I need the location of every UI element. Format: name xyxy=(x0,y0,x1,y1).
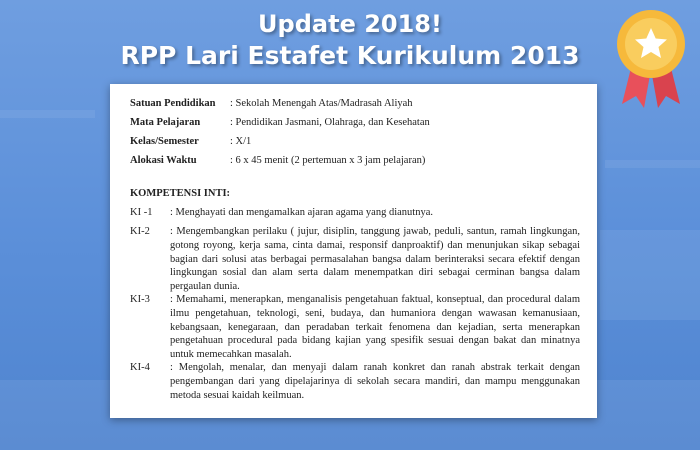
ki-item xyxy=(130,293,580,362)
ki-code: KI-3 xyxy=(130,294,150,305)
ki-code: KI -1 xyxy=(130,207,153,218)
ki-item xyxy=(130,361,580,402)
background-shelf xyxy=(0,110,95,118)
banner-title xyxy=(0,8,700,72)
identity-label: Satuan Pendidikan xyxy=(130,98,216,109)
identity-label: Alokasi Waktu xyxy=(130,155,197,166)
banner-title-line1: Update 2018! xyxy=(258,10,442,38)
identity-row xyxy=(130,135,430,154)
ki-text: : Menghayati dan mengamalkan ajaran agama yang dianutnya. xyxy=(170,207,433,218)
ki-code: KI-4 xyxy=(130,362,150,373)
kompetensi-heading: KOMPETENSI INTI: xyxy=(130,188,231,199)
ki-text: : Mengembangkan perilaku ( jujur, disiplin, tanggung jawab, peduli, santun, ramah lingkungan, gotong royong, kerja sama, cinta damai, responsif danproaktif) dan menunjukan sikap sebagai bagian dari solusi atas berbagai permasalahan bangsa dalam berinteraksi secara efektif dengan lingkungan sosial dan alam serta dalam menempatkan diri sebagai cerminan bangsa dalam pergaulan dunia. xyxy=(170,226,580,293)
identity-value: : Sekolah Menengah Atas/Madrasah Aliyah xyxy=(230,98,413,109)
identity-value: : X/1 xyxy=(230,136,252,147)
banner-title-line2: RPP Lari Estafet Kurikulum 2013 xyxy=(120,41,580,70)
identity-value: : Pendidikan Jasmani, Olahraga, dan Kesehatan xyxy=(230,117,430,128)
star-medal-icon xyxy=(612,4,690,114)
document-page xyxy=(110,84,597,418)
ki-text: : Memahami, menerapkan, menganalisis pengetahuan faktual, konseptual, dan procedural dalam ilmu pengetahuan, teknologi, seni, budaya, dan humaniora dengan wawasan kemanusiaan, kebangsaan, kenegaraan, dan peradaban terkait fenomena dan kejadian, serta menerapkan pengetahuan procedural pada bidang kajian yang spesifik sesuai dengan bakat dan minatnya untuk memecahkan masalah. xyxy=(170,294,580,361)
ki-item xyxy=(130,225,580,294)
identity-label: Kelas/Semester xyxy=(130,136,199,147)
background-board xyxy=(600,230,700,320)
ki-text: : Mengolah, menalar, dan menyaji dalam ranah konkret dan ranah abstrak terkait dengan pengembangan dari yang dipelajarinya di sekolah secara mandiri, dan mampu menggunakan metoda sesuai kaidah keilmuan. xyxy=(170,362,580,401)
background-shelf xyxy=(605,160,700,168)
identity-row xyxy=(130,97,430,116)
ki-code: KI-2 xyxy=(130,226,150,237)
ki-item xyxy=(130,206,580,220)
identity-row xyxy=(130,116,430,135)
identity-block xyxy=(130,97,430,173)
identity-value: : 6 x 45 menit (2 pertemuan x 3 jam pelajaran) xyxy=(230,155,426,166)
identity-label: Mata Pelajaran xyxy=(130,117,201,128)
identity-row xyxy=(130,154,430,173)
